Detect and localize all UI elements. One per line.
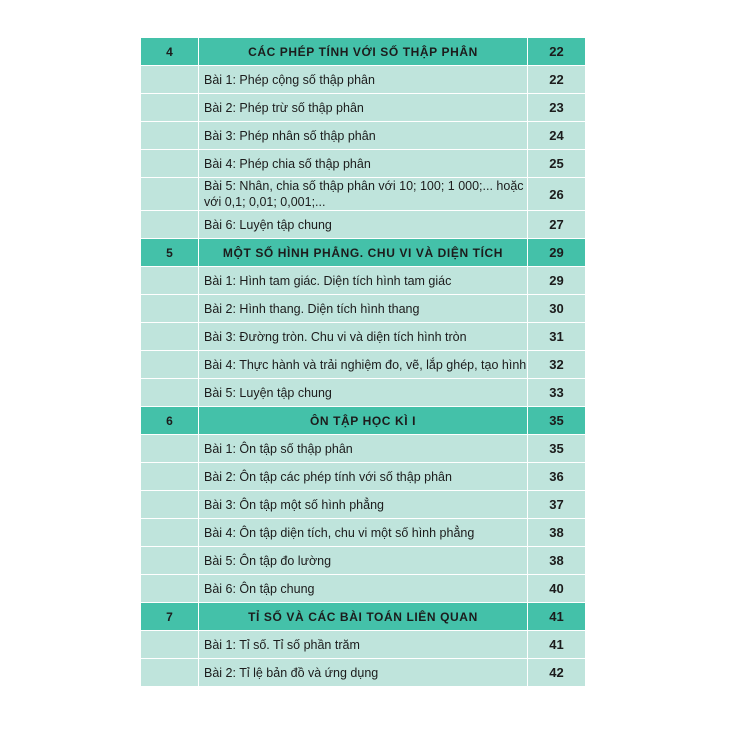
chapter-number: 5 bbox=[141, 239, 199, 267]
lesson-title: Bài 3: Phép nhân số thập phân bbox=[199, 122, 528, 150]
lesson-title: Bài 5: Ôn tập đo lường bbox=[199, 547, 528, 575]
lesson-title: Bài 3: Đường tròn. Chu vi và diện tích hình tròn bbox=[199, 323, 528, 351]
lesson-title: Bài 1: Phép cộng số thập phân bbox=[199, 66, 528, 94]
lesson-row bbox=[141, 547, 586, 575]
lesson-title: Bài 1: Hình tam giác. Diện tích hình tam giác bbox=[199, 267, 528, 295]
chapter-row bbox=[141, 239, 586, 267]
page-number: 27 bbox=[528, 211, 586, 239]
lesson-row bbox=[141, 491, 586, 519]
toc-body bbox=[141, 38, 586, 687]
page-number: 37 bbox=[528, 491, 586, 519]
chapter-number: 6 bbox=[141, 407, 199, 435]
page-number: 36 bbox=[528, 463, 586, 491]
chapter-row bbox=[141, 38, 586, 66]
chapter-number: 7 bbox=[141, 603, 199, 631]
chapter-number bbox=[141, 66, 199, 94]
chapter-title: CÁC PHÉP TÍNH VỚI SỐ THẬP PHÂN bbox=[199, 38, 528, 66]
page-number: 40 bbox=[528, 575, 586, 603]
page-number: 38 bbox=[528, 547, 586, 575]
lesson-row bbox=[141, 323, 586, 351]
chapter-number bbox=[141, 659, 199, 687]
lesson-title: Bài 2: Tỉ lệ bản đồ và ứng dụng bbox=[199, 659, 528, 687]
chapter-row bbox=[141, 603, 586, 631]
lesson-title: Bài 6: Ôn tập chung bbox=[199, 575, 528, 603]
lesson-row bbox=[141, 178, 586, 211]
page-number: 42 bbox=[528, 659, 586, 687]
page-number: 26 bbox=[528, 178, 586, 211]
lesson-title: Bài 5: Nhân, chia số thập phân với 10; 100; 1 000;... hoặc với 0,1; 0,01; 0,001;... bbox=[199, 178, 528, 211]
lesson-title: Bài 4: Phép chia số thập phân bbox=[199, 150, 528, 178]
lesson-row bbox=[141, 659, 586, 687]
lesson-row bbox=[141, 519, 586, 547]
chapter-number bbox=[141, 122, 199, 150]
chapter-number bbox=[141, 211, 199, 239]
lesson-row bbox=[141, 66, 586, 94]
chapter-title: TỈ SỐ VÀ CÁC BÀI TOÁN LIÊN QUAN bbox=[199, 603, 528, 631]
lesson-row bbox=[141, 351, 586, 379]
chapter-number bbox=[141, 379, 199, 407]
chapter-number bbox=[141, 94, 199, 122]
page-number: 29 bbox=[528, 267, 586, 295]
page-number: 33 bbox=[528, 379, 586, 407]
page-number: 35 bbox=[528, 435, 586, 463]
lesson-title: Bài 4: Ôn tập diện tích, chu vi một số hình phẳng bbox=[199, 519, 528, 547]
chapter-number bbox=[141, 323, 199, 351]
lesson-title: Bài 2: Hình thang. Diện tích hình thang bbox=[199, 295, 528, 323]
lesson-title: Bài 4: Thực hành và trải nghiệm đo, vẽ, lắp ghép, tạo hình bbox=[199, 351, 528, 379]
page-number: 25 bbox=[528, 150, 586, 178]
lesson-row bbox=[141, 211, 586, 239]
page-number: 41 bbox=[528, 603, 586, 631]
lesson-title: Bài 5: Luyện tập chung bbox=[199, 379, 528, 407]
page-number: 22 bbox=[528, 38, 586, 66]
lesson-row bbox=[141, 379, 586, 407]
page-number: 29 bbox=[528, 239, 586, 267]
chapter-number bbox=[141, 575, 199, 603]
page-number: 30 bbox=[528, 295, 586, 323]
page-number: 35 bbox=[528, 407, 586, 435]
lesson-row bbox=[141, 463, 586, 491]
chapter-number bbox=[141, 547, 199, 575]
lesson-row bbox=[141, 295, 586, 323]
lesson-row bbox=[141, 435, 586, 463]
chapter-number bbox=[141, 351, 199, 379]
chapter-number bbox=[141, 150, 199, 178]
page-number: 31 bbox=[528, 323, 586, 351]
chapter-number bbox=[141, 631, 199, 659]
chapter-title: MỘT SỐ HÌNH PHẲNG. CHU VI VÀ DIỆN TÍCH bbox=[199, 239, 528, 267]
lesson-title: Bài 1: Ôn tập số thập phân bbox=[199, 435, 528, 463]
lesson-title: Bài 2: Ôn tập các phép tính với số thập phân bbox=[199, 463, 528, 491]
page-number: 38 bbox=[528, 519, 586, 547]
lesson-title: Bài 6: Luyện tập chung bbox=[199, 211, 528, 239]
lesson-title: Bài 2: Phép trừ số thập phân bbox=[199, 94, 528, 122]
chapter-title: ÔN TẬP HỌC KÌ I bbox=[199, 407, 528, 435]
chapter-number: 4 bbox=[141, 38, 199, 66]
page-number: 22 bbox=[528, 66, 586, 94]
page-number: 23 bbox=[528, 94, 586, 122]
chapter-number bbox=[141, 463, 199, 491]
table-of-contents bbox=[140, 37, 586, 687]
lesson-row bbox=[141, 122, 586, 150]
chapter-number bbox=[141, 178, 199, 211]
chapter-number bbox=[141, 435, 199, 463]
lesson-row bbox=[141, 575, 586, 603]
lesson-row bbox=[141, 94, 586, 122]
lesson-row bbox=[141, 150, 586, 178]
lesson-title: Bài 1: Tỉ số. Tỉ số phần trăm bbox=[199, 631, 528, 659]
page-number: 32 bbox=[528, 351, 586, 379]
lesson-row bbox=[141, 267, 586, 295]
lesson-title: Bài 3: Ôn tập một số hình phẳng bbox=[199, 491, 528, 519]
page-number: 24 bbox=[528, 122, 586, 150]
page-number: 41 bbox=[528, 631, 586, 659]
chapter-number bbox=[141, 491, 199, 519]
chapter-number bbox=[141, 519, 199, 547]
chapter-number bbox=[141, 267, 199, 295]
chapter-number bbox=[141, 295, 199, 323]
lesson-row bbox=[141, 631, 586, 659]
chapter-row bbox=[141, 407, 586, 435]
